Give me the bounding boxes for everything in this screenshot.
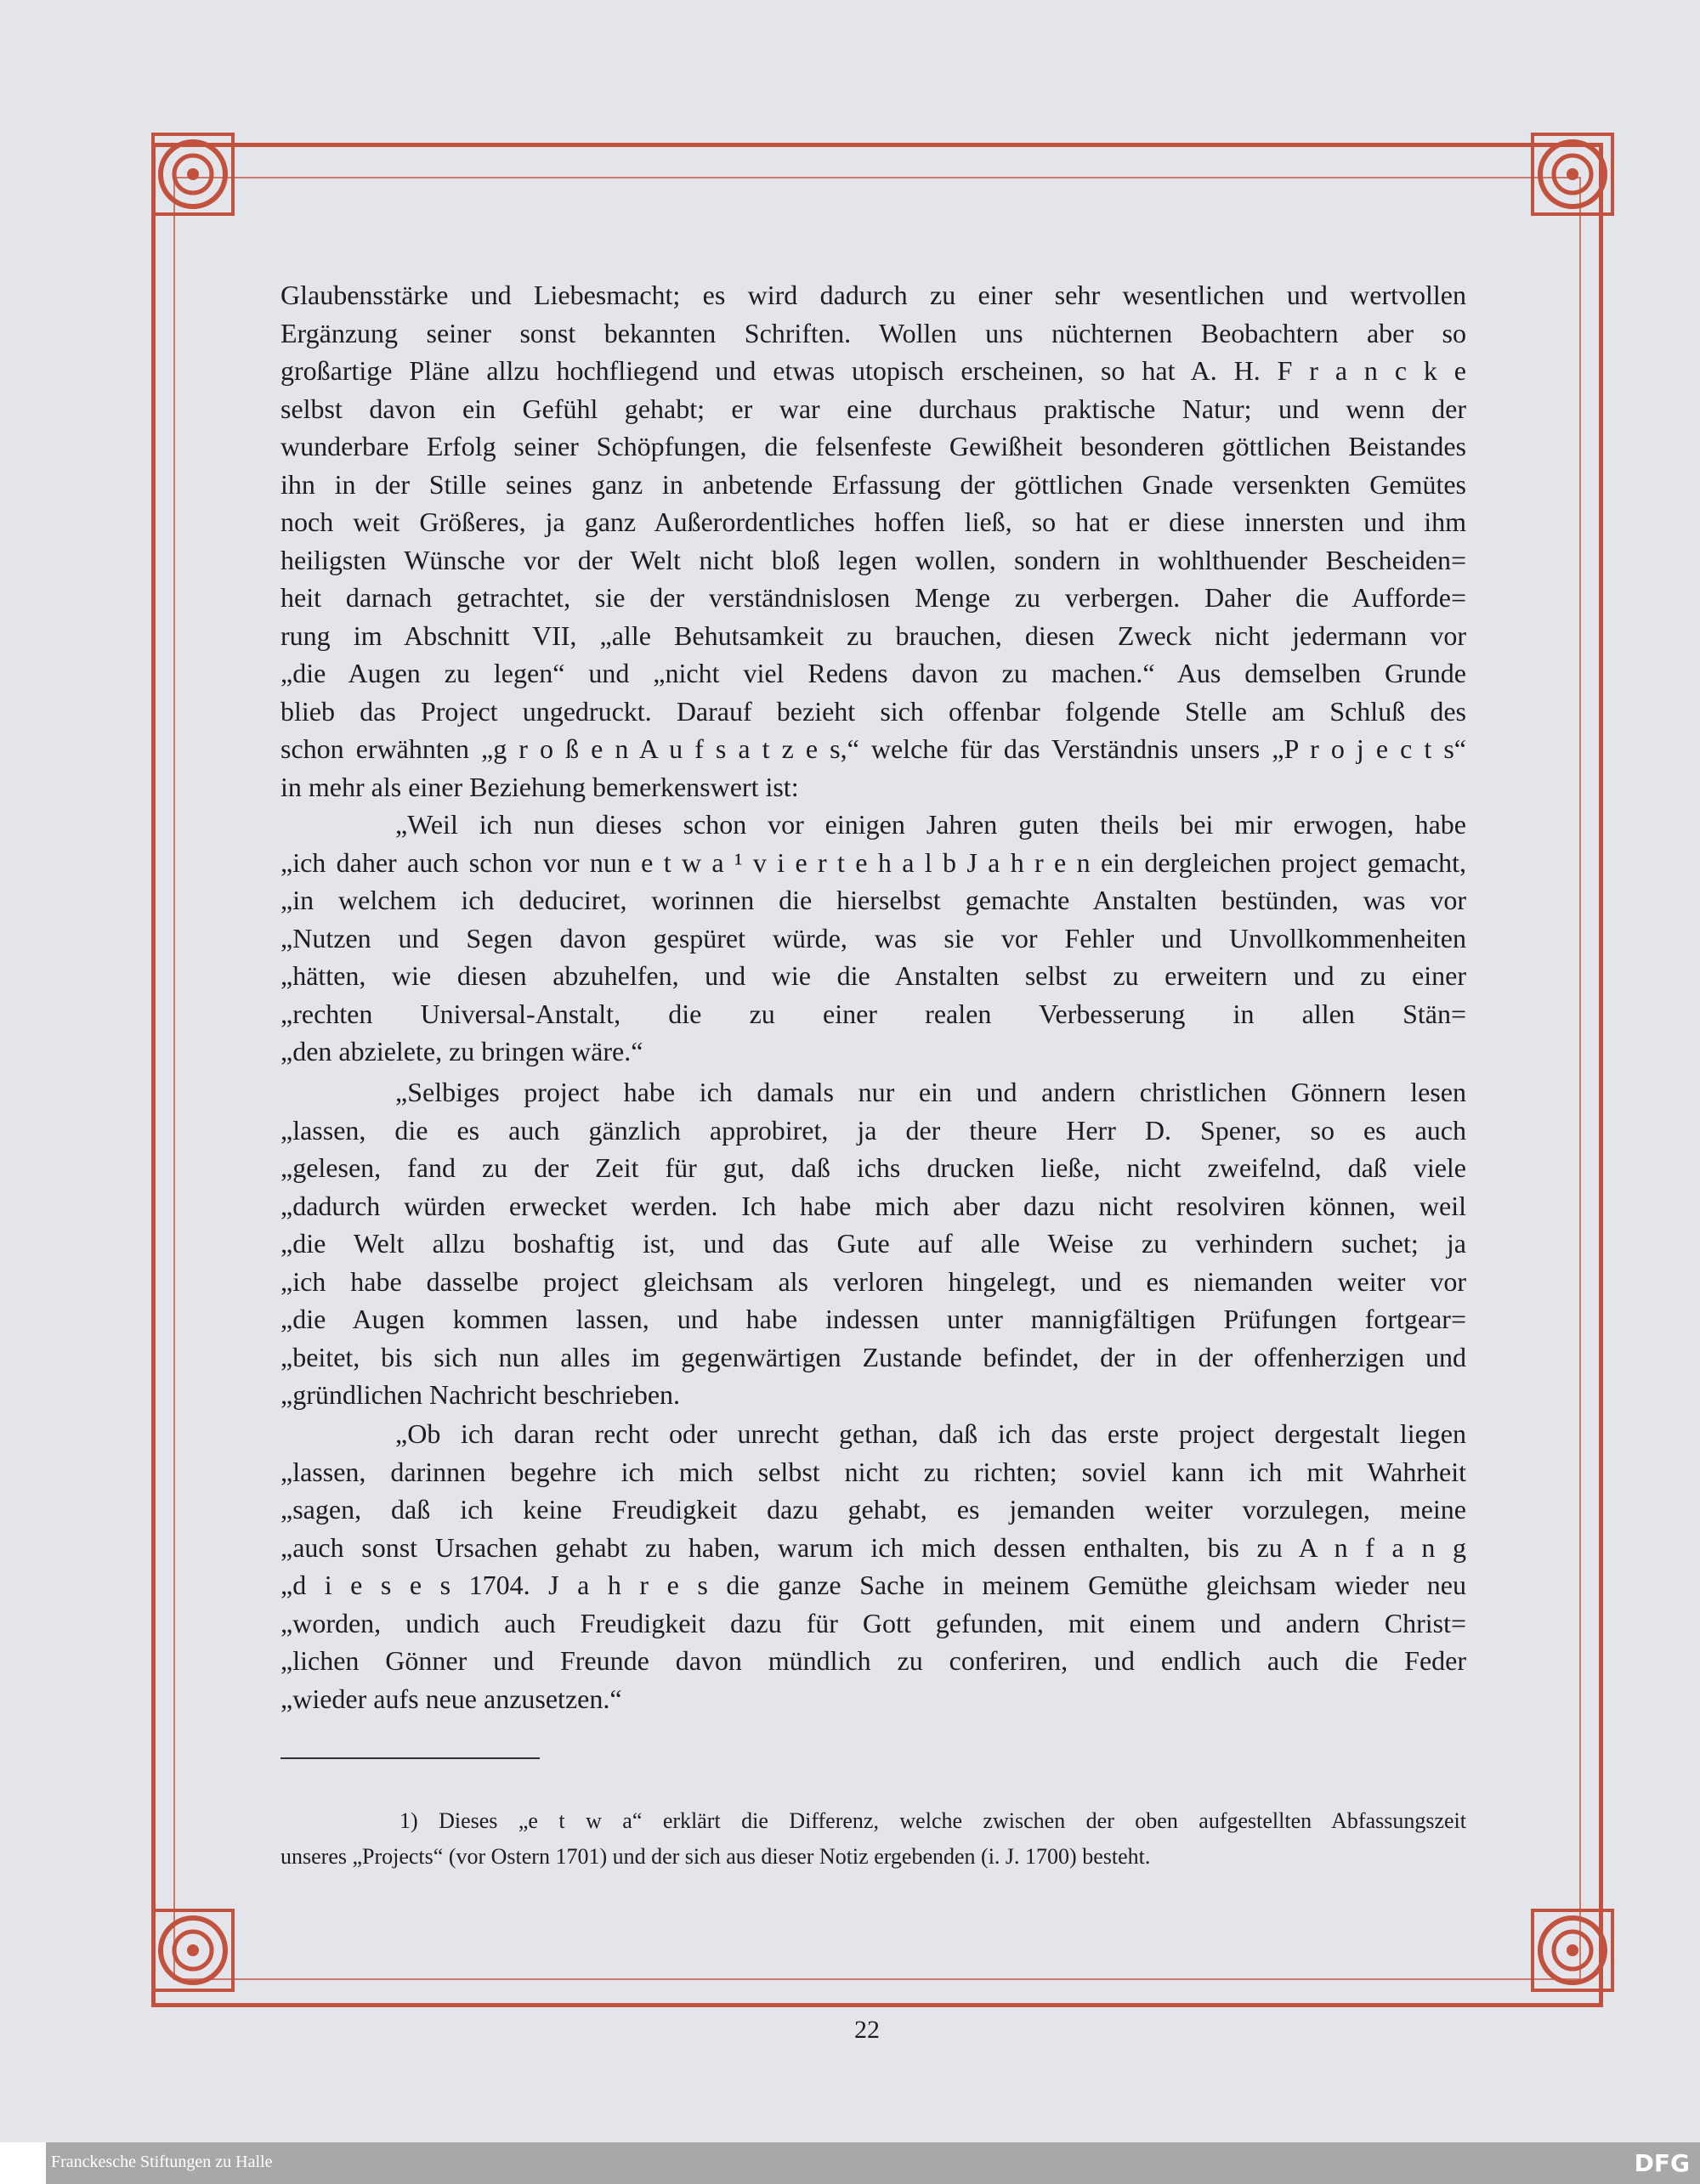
quote-block-1 — [280, 806, 1466, 1071]
text-line: schon erwähnten „g r o ß e n A u f s a t z e s,“ welche für das Verständnis unsers „P r o j e c t s“ — [280, 733, 1466, 764]
text-line: heit darnach getrachtet, sie der verständnislosen Menge zu verbergen. Daher die Aufforde= — [280, 582, 1466, 613]
text-line: „Nutzen und Segen davon gespüret würde, was sie vor Fehler und Unvollkommenheiten — [280, 922, 1466, 953]
text-line: ihn in der Stille seines ganz in anbetende Erfassung der göttlichen Gnade versenkten Gemütes — [280, 468, 1466, 500]
text-line: „die Welt allzu boshaftig ist, und das Gute auf alle Weise zu verhindern suchet; ja — [280, 1228, 1466, 1259]
text-line: „Selbiges project habe ich damals nur ein und andern christlichen Gönnern lesen — [395, 1077, 1466, 1107]
quote-block-3 — [280, 1415, 1466, 1717]
text-line: „auch sonst Ursachen gehabt zu haben, warum ich mich dessen enthalten, bis zu A n f a n g — [280, 1531, 1466, 1563]
text-line: blieb das Project ungedruckt. Darauf bezieht sich offenbar folgende Stelle am Schluß des — [280, 695, 1466, 727]
rosette-ornament-icon — [146, 1904, 240, 1997]
text-line: „lichen Gönner und Freunde davon mündlich zu conferiren, und endlich auch die Feder — [280, 1645, 1466, 1676]
text-line: selbst davon ein Gefühl gehabt; er war eine durchaus praktische Natur; und wenn der — [280, 393, 1466, 424]
institution-name: Franckesche Stiftungen zu Halle — [51, 2153, 273, 2171]
text-line: „Weil ich nun dieses schon vor einigen Jahren guten theils bei mir erwogen, habe — [395, 809, 1466, 840]
text-line: „wieder aufs neue anzusetzen.“ — [280, 1683, 622, 1714]
text-line: „gründlichen Nachricht beschrieben. — [280, 1379, 681, 1410]
page-number: 22 — [854, 2016, 880, 2044]
text-line: noch weit Größeres, ja ganz Außerordentliches hoffen ließ, so hat er diese innersten und ihm — [280, 506, 1466, 537]
text-line: „d i e s e s 1704. J a h r e s die ganze Sache in meinem Gemüthe gleichsam wieder neu — [280, 1570, 1466, 1600]
text-line: „Ob ich daran recht oder unrecht gethan, daß ich das erste project dergestalt liegen — [395, 1418, 1466, 1449]
text-line: „dadurch würden erwecket werden. Ich habe mich aber dazu nicht resolviren können, weil — [280, 1190, 1466, 1221]
text-line: „worden, undich auch Freudigkeit dazu für Gott gefunden, mit einem und andern Christ= — [280, 1607, 1466, 1638]
text-line: „die Augen kommen lassen, und habe indessen unter mannigfältigen Prüfungen fortgear= — [280, 1304, 1466, 1334]
body-paragraph — [280, 276, 1466, 806]
footnote-divider — [280, 1757, 540, 1759]
text-line: „beitet, bis sich nun alles im gegenwärtigen Zustande befindet, der in der offenherzigen und — [280, 1341, 1466, 1372]
text-line: 1) Dieses „e t w a“ erklärt die Differenz, welche zwischen der oben aufgestellten Abfassungszeit — [400, 1808, 1466, 1833]
institution-logo-icon — [0, 2142, 46, 2184]
text-line: „gelesen, fand zu der Zeit für gut, daß ichs drucken ließe, nicht zweifelnd, daß viele — [280, 1152, 1466, 1183]
text-line: „rechten Universal-Anstalt, die zu einer realen Verbesserung in allen Stän= — [280, 998, 1466, 1029]
dfg-logo: DFG — [1634, 2149, 1690, 2177]
rosette-ornament-icon — [146, 127, 240, 221]
text-line: „lassen, die es auch gänzlich approbiret, ja der theure Herr D. Spener, so es auch — [280, 1114, 1466, 1146]
text-line: „ich daher auch schon vor nun e t w a ¹ v i e r t e h a l b J a h r e n ein dergleichen project gemacht, — [280, 846, 1466, 878]
quote-block-2 — [280, 1073, 1466, 1414]
footnote — [280, 1803, 1466, 1875]
rosette-ornament-icon — [1526, 1904, 1619, 1997]
text-line: „den abzielete, zu bringen wäre.“ — [280, 1036, 643, 1067]
text-line: „lassen, darinnen begehre ich mich selbst nicht zu richten; soviel kann ich mit Wahrheit — [280, 1456, 1466, 1487]
text-line: „sagen, daß ich keine Freudigkeit dazu gehabt, es jemanden weiter vorzulegen, meine — [280, 1494, 1466, 1525]
text-line: in mehr als einer Beziehung bemerkenswert ist: — [280, 771, 799, 802]
text-line: „ich habe dasselbe project gleichsam als verloren hingelegt, und es niemanden weiter vor — [280, 1265, 1466, 1297]
rosette-ornament-icon — [1526, 127, 1619, 221]
text-line: großartige Pläne allzu hochfliegend und etwas utopisch erscheinen, so hat A. H. F r a n c k e — [280, 355, 1466, 386]
text-line: Ergänzung seiner sonst bekannten Schriften. Wollen uns nüchternen Beobachtern aber so — [280, 317, 1466, 348]
text-line: „die Augen zu legen“ und „nicht viel Redens davon zu machen.“ Aus demselben Grunde — [280, 658, 1466, 688]
text-line: wunderbare Erfolg seiner Schöpfungen, die felsenfeste Gewißheit besonderen göttlichen Beistandes — [280, 431, 1466, 461]
text-line: heiligsten Wünsche vor der Welt nicht bloß legen wollen, sondern in wohlthuender Bescheiden= — [280, 544, 1466, 575]
viewer-footer-bar — [0, 2142, 1700, 2184]
text-line: Glaubensstärke und Liebesmacht; es wird dadurch zu einer sehr wesentlichen und wertvollen — [280, 280, 1466, 310]
text-line: unseres „Projects“ (vor Ostern 1701) und der sich aus dieser Notiz ergebenden (i. J. 1700) besteht. — [280, 1844, 1151, 1869]
text-line: „in welchem ich deduciret, worinnen die hierselbst gemachte Anstalten bestünden, was vor — [280, 885, 1466, 915]
text-line: rung im Abschnitt VII, „alle Behutsamkeit zu brauchen, diesen Zweck nicht jedermann vor — [280, 620, 1466, 651]
text-line: „hätten, wie diesen abzuhelfen, und wie die Anstalten selbst zu erweitern und zu einer — [280, 960, 1466, 991]
